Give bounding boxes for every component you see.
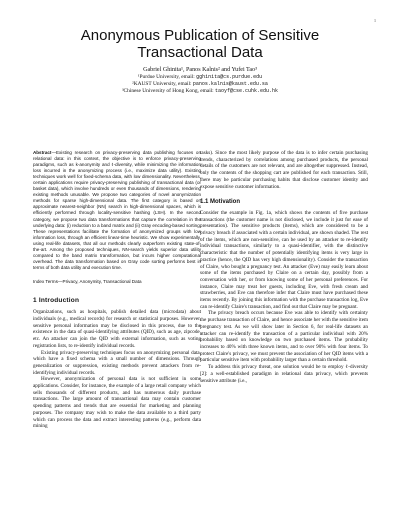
body-paragraph: The privacy breach occurs because Eve was able to identify with certainty the purchase transaction of Claire, and hence associate her with the sensitive item pregnancy test. As we will show later in Section 6, for real-life datasets an attacker can re-identify the transaction of a particular individual with 20% probability based on knowledge on two purchased items. The probability increases to 40% with three known items, and to over 90% with four items. To protect Claire's privacy, we must prevent the association of her QID items with a particular sensitive item with probability larger than a certain threshold. [200,310,368,364]
body-paragraph: Existing privacy-preserving techniques focus on anonymizing personal data, which have a fixed schema with a small number of dimensions. Through generalization or suppression, existing methods prevent attackers from re-identifying individual records. [33,349,201,376]
affiliation-email: panos.kalnis@kaust.edu.sa [192,81,268,87]
body-paragraph: However, anonymization of personal data is not sufficient in some applications. Consider, for instance, the example of a large retail company which sells thousands of different products, and has numerous daily purchase transactions. The large amount of transactional data may contain customer spending patterns and trends that are essential for marketing and planning purposes. The company may wish to make the data available to a third party which can process the data and extract interesting patterns (e.g., perform data mining [33,376,201,430]
subsection-heading: 1.1 Motivation [200,199,241,206]
affiliation-label: ³Chinese University of Hong Kong, email: [121,88,216,94]
affiliation-3 [40,88,360,95]
page-number: 1 [374,18,376,23]
body-paragraph: To address this privacy threat, one solution would be to employ ℓ-diversity [2]: a well-established paradigm in relational data privacy, which prevents sensitive attribute (i.e., [200,364,368,384]
paper-title: Anonymous Publication of Sensitive Transactional Data [80,27,320,61]
affiliation-email: gghinita@cs.purdue.edu [196,74,263,80]
abstract-label: Abstract [33,150,52,155]
body-paragraph: tasks). Since the most likely purpose of the data is to infer certain purchasing trends, characterized by correlations among purchased products, the personal details of the customers are not relevant, and are altogether suppressed. Instead, only the contents of the shopping cart are published for each transaction. Still, there may be particular purchasing habits that disclose customer identity and expose sensitive customer information. [200,150,368,190]
author-list: Gabriel Ghinita¹, Panos Kalnis² and Yufei Tao³ [143,67,257,73]
body-paragraph: Consider the example in Fig. 1a, which shows the contents of five purchase transactions (the customer name is not disclosed, we include it just for ease of presentation). The sensitive products (items), which are considered to be a privacy breach if associated with a certain individual, are shown shaded. The rest of the items, which are non-sensitive, can be used by an attacker to re-identify individual transactions, similarly to a quasi-identifier, with the distinctive characteristic that the number of potentially identifying items is very large in practice (hence, the QID has very high dimensionality). Consider the transaction of Claire, who bought a pregnancy test. An attacker (Eve) may easily learn about some of the items purchased by Claire on a certain day, possibly from a conversation with her, or from knowing some of her personal preferences. For instance, Claire may treat her guests, including Eve, with fresh cream and strawberries, and Eve can therefore infer that Claire must have purchased these items recently. By joining this information with the purchase transaction log, Eve can re-identify Claire's transaction, and find out that Claire may be pregnant. [200,209,368,310]
affiliation-label: ¹Purdue University, email: [137,74,197,80]
section-heading: 1 Introduction [33,296,80,304]
abstract-text: —Existing research on privacy-preserving data publishing focuses on relational data: in this context, the objective is to enforce privacy-preserving paradigms, such as k-anonymity and ℓ-diversity, while minimizing the information loss incurred in the anonymizing process (i.e., maximize data utility). Existing techniques work well for fixed-schema data, with low dimensionality. Nevertheless, certain applications require privacy-preserving publishing of transactional data (or basket data), which involve hundreds or even thousands of dimensions, rendering existing methods unusable. We propose two categories of novel anonymization methods for sparse high-dimensional data. The first category is based on approximate nearest-neighbor (NN) search in high-dimensional spaces, which is efficiently performed through locality-sensitive hashing (LSH). In the second category, we propose two data transformations that capture the correlation in the underlying data: (i) reduction to a band matrix and (ii) Gray encoding-based sorting. These representations facilitate the formation of anonymized groups with low information loss, through an efficient linear-time heuristic. We show experimentally, using real-life datasets, that all our methods clearly outperform existing state-of-the-art. Among the proposed techniques, NN-search yields superior data utility compared to the band matrix transformation, but incurs higher computational overhead. The data transformation based on Gray code sorting performs best in terms of both data utility and execution time. [33,150,201,270]
affiliation-label: ²KAUST University, email: [132,81,193,87]
left-column [33,150,201,430]
affiliation-email: taoyf@cse.cuhk.edu.hk [215,88,279,94]
body-paragraph: Organizations, such as hospitals, publish detailed data (microdata) about individuals (e.g., medical records) for research or statistical purposes. However, sensitive personal information may be disclosed in this process, due to the existence in the data of quasi-identifying attributes (QID), such as age, zipcode, etc. An attacker can join the QID with external information, such as voting registration lists, to re-identify individual records. [33,309,201,349]
abstract [33,150,201,271]
index-terms: Index Terms—Privacy, Anonymity, Transactional Data [33,278,142,284]
right-column [200,150,368,384]
